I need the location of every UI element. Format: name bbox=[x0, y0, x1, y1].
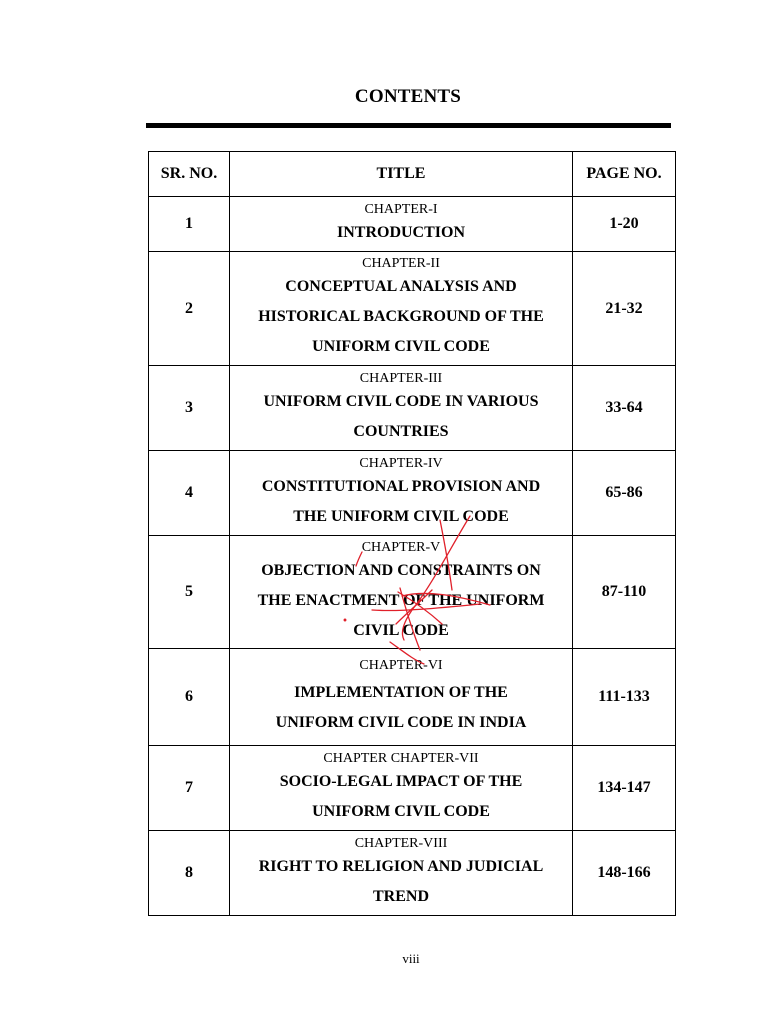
contents-table bbox=[148, 151, 676, 916]
chapter-title-line: UNIFORM CIVIL CODE IN INDIA bbox=[275, 713, 527, 731]
chapter-title-line: COUNTRIES bbox=[353, 422, 449, 440]
header-page-no: PAGE NO. bbox=[573, 152, 676, 197]
title-cell bbox=[230, 366, 573, 451]
title-rule bbox=[146, 123, 671, 128]
table-row bbox=[149, 649, 676, 746]
chapter-title-line: THE ENACTMENT OF THE UNIFORM bbox=[257, 591, 545, 609]
chapter-title-line: THE UNIFORM CIVIL CODE bbox=[293, 507, 509, 525]
header-sr-no: SR. NO. bbox=[149, 152, 230, 197]
table-row bbox=[149, 536, 676, 649]
title-cell bbox=[230, 649, 573, 746]
chapter-title-line: UNIFORM CIVIL CODE IN VARIOUS bbox=[263, 392, 539, 410]
chapter-title-line: CONCEPTUAL ANALYSIS AND bbox=[285, 278, 517, 295]
table-row bbox=[149, 746, 676, 831]
sr-no-cell: 7 bbox=[149, 746, 230, 831]
chapter-title-line: CIVIL CODE bbox=[353, 621, 449, 639]
sr-no-cell: 8 bbox=[149, 831, 230, 916]
page-range-cell: 65-86 bbox=[573, 451, 676, 536]
title-cell bbox=[230, 197, 573, 252]
page-range-cell: 87-110 bbox=[573, 536, 676, 649]
title-cell bbox=[230, 536, 573, 649]
page-range-cell: 1-20 bbox=[573, 197, 676, 252]
chapter-label: CHAPTER-IV bbox=[359, 455, 443, 471]
table-row bbox=[149, 451, 676, 536]
chapter-label: CHAPTER-III bbox=[359, 370, 443, 386]
header-row bbox=[149, 152, 676, 197]
chapter-title-line: OBJECTION AND CONSTRAINTS ON bbox=[261, 561, 541, 579]
header-title: TITLE bbox=[230, 152, 573, 197]
sr-no-cell: 6 bbox=[149, 649, 230, 746]
page-number: viii bbox=[402, 951, 420, 966]
chapter-title-line: RIGHT TO RELIGION AND JUDICIAL bbox=[258, 857, 544, 875]
title-cell bbox=[230, 746, 573, 831]
chapter-title-line: HISTORICAL BACKGROUND OF THE bbox=[258, 308, 544, 325]
chapter-label: CHAPTER CHAPTER-VII bbox=[323, 750, 479, 766]
chapter-label: CHAPTER-V bbox=[361, 539, 441, 555]
page-title: CONTENTS bbox=[354, 86, 462, 107]
chapter-label: CHAPTER-I bbox=[364, 201, 438, 217]
sr-no-cell: 3 bbox=[149, 366, 230, 451]
sr-no-cell: 1 bbox=[149, 197, 230, 252]
page-range-cell: 33-64 bbox=[573, 366, 676, 451]
table-row bbox=[149, 831, 676, 916]
sr-no-cell: 5 bbox=[149, 536, 230, 649]
title-cell bbox=[230, 831, 573, 916]
chapter-label: CHAPTER-II bbox=[362, 256, 440, 271]
chapter-title-line: CONSTITUTIONAL PROVISION AND bbox=[261, 477, 541, 495]
chapter-title-line: IMPLEMENTATION OF THE bbox=[294, 683, 508, 701]
chapter-title-line: TREND bbox=[372, 887, 429, 905]
chapter-label: CHAPTER-VI bbox=[359, 657, 443, 673]
table-row bbox=[149, 252, 676, 366]
page-range-cell: 134-147 bbox=[573, 746, 676, 831]
chapter-title-line: INTRODUCTION bbox=[336, 223, 465, 241]
page-range-cell: 148-166 bbox=[573, 831, 676, 916]
chapter-title-line: UNIFORM CIVIL CODE bbox=[312, 338, 490, 355]
sr-no-cell: 4 bbox=[149, 451, 230, 536]
title-cell bbox=[230, 451, 573, 536]
sr-no-cell: 2 bbox=[149, 252, 230, 366]
title-cell bbox=[230, 252, 573, 366]
chapter-title-line: UNIFORM CIVIL CODE bbox=[312, 802, 490, 820]
table-row bbox=[149, 197, 676, 252]
page-range-cell: 21-32 bbox=[573, 252, 676, 366]
table-row bbox=[149, 366, 676, 451]
chapter-label: CHAPTER-VIII bbox=[354, 835, 448, 851]
page-range-cell: 111-133 bbox=[573, 649, 676, 746]
chapter-title-line: SOCIO-LEGAL IMPACT OF THE bbox=[279, 772, 523, 790]
